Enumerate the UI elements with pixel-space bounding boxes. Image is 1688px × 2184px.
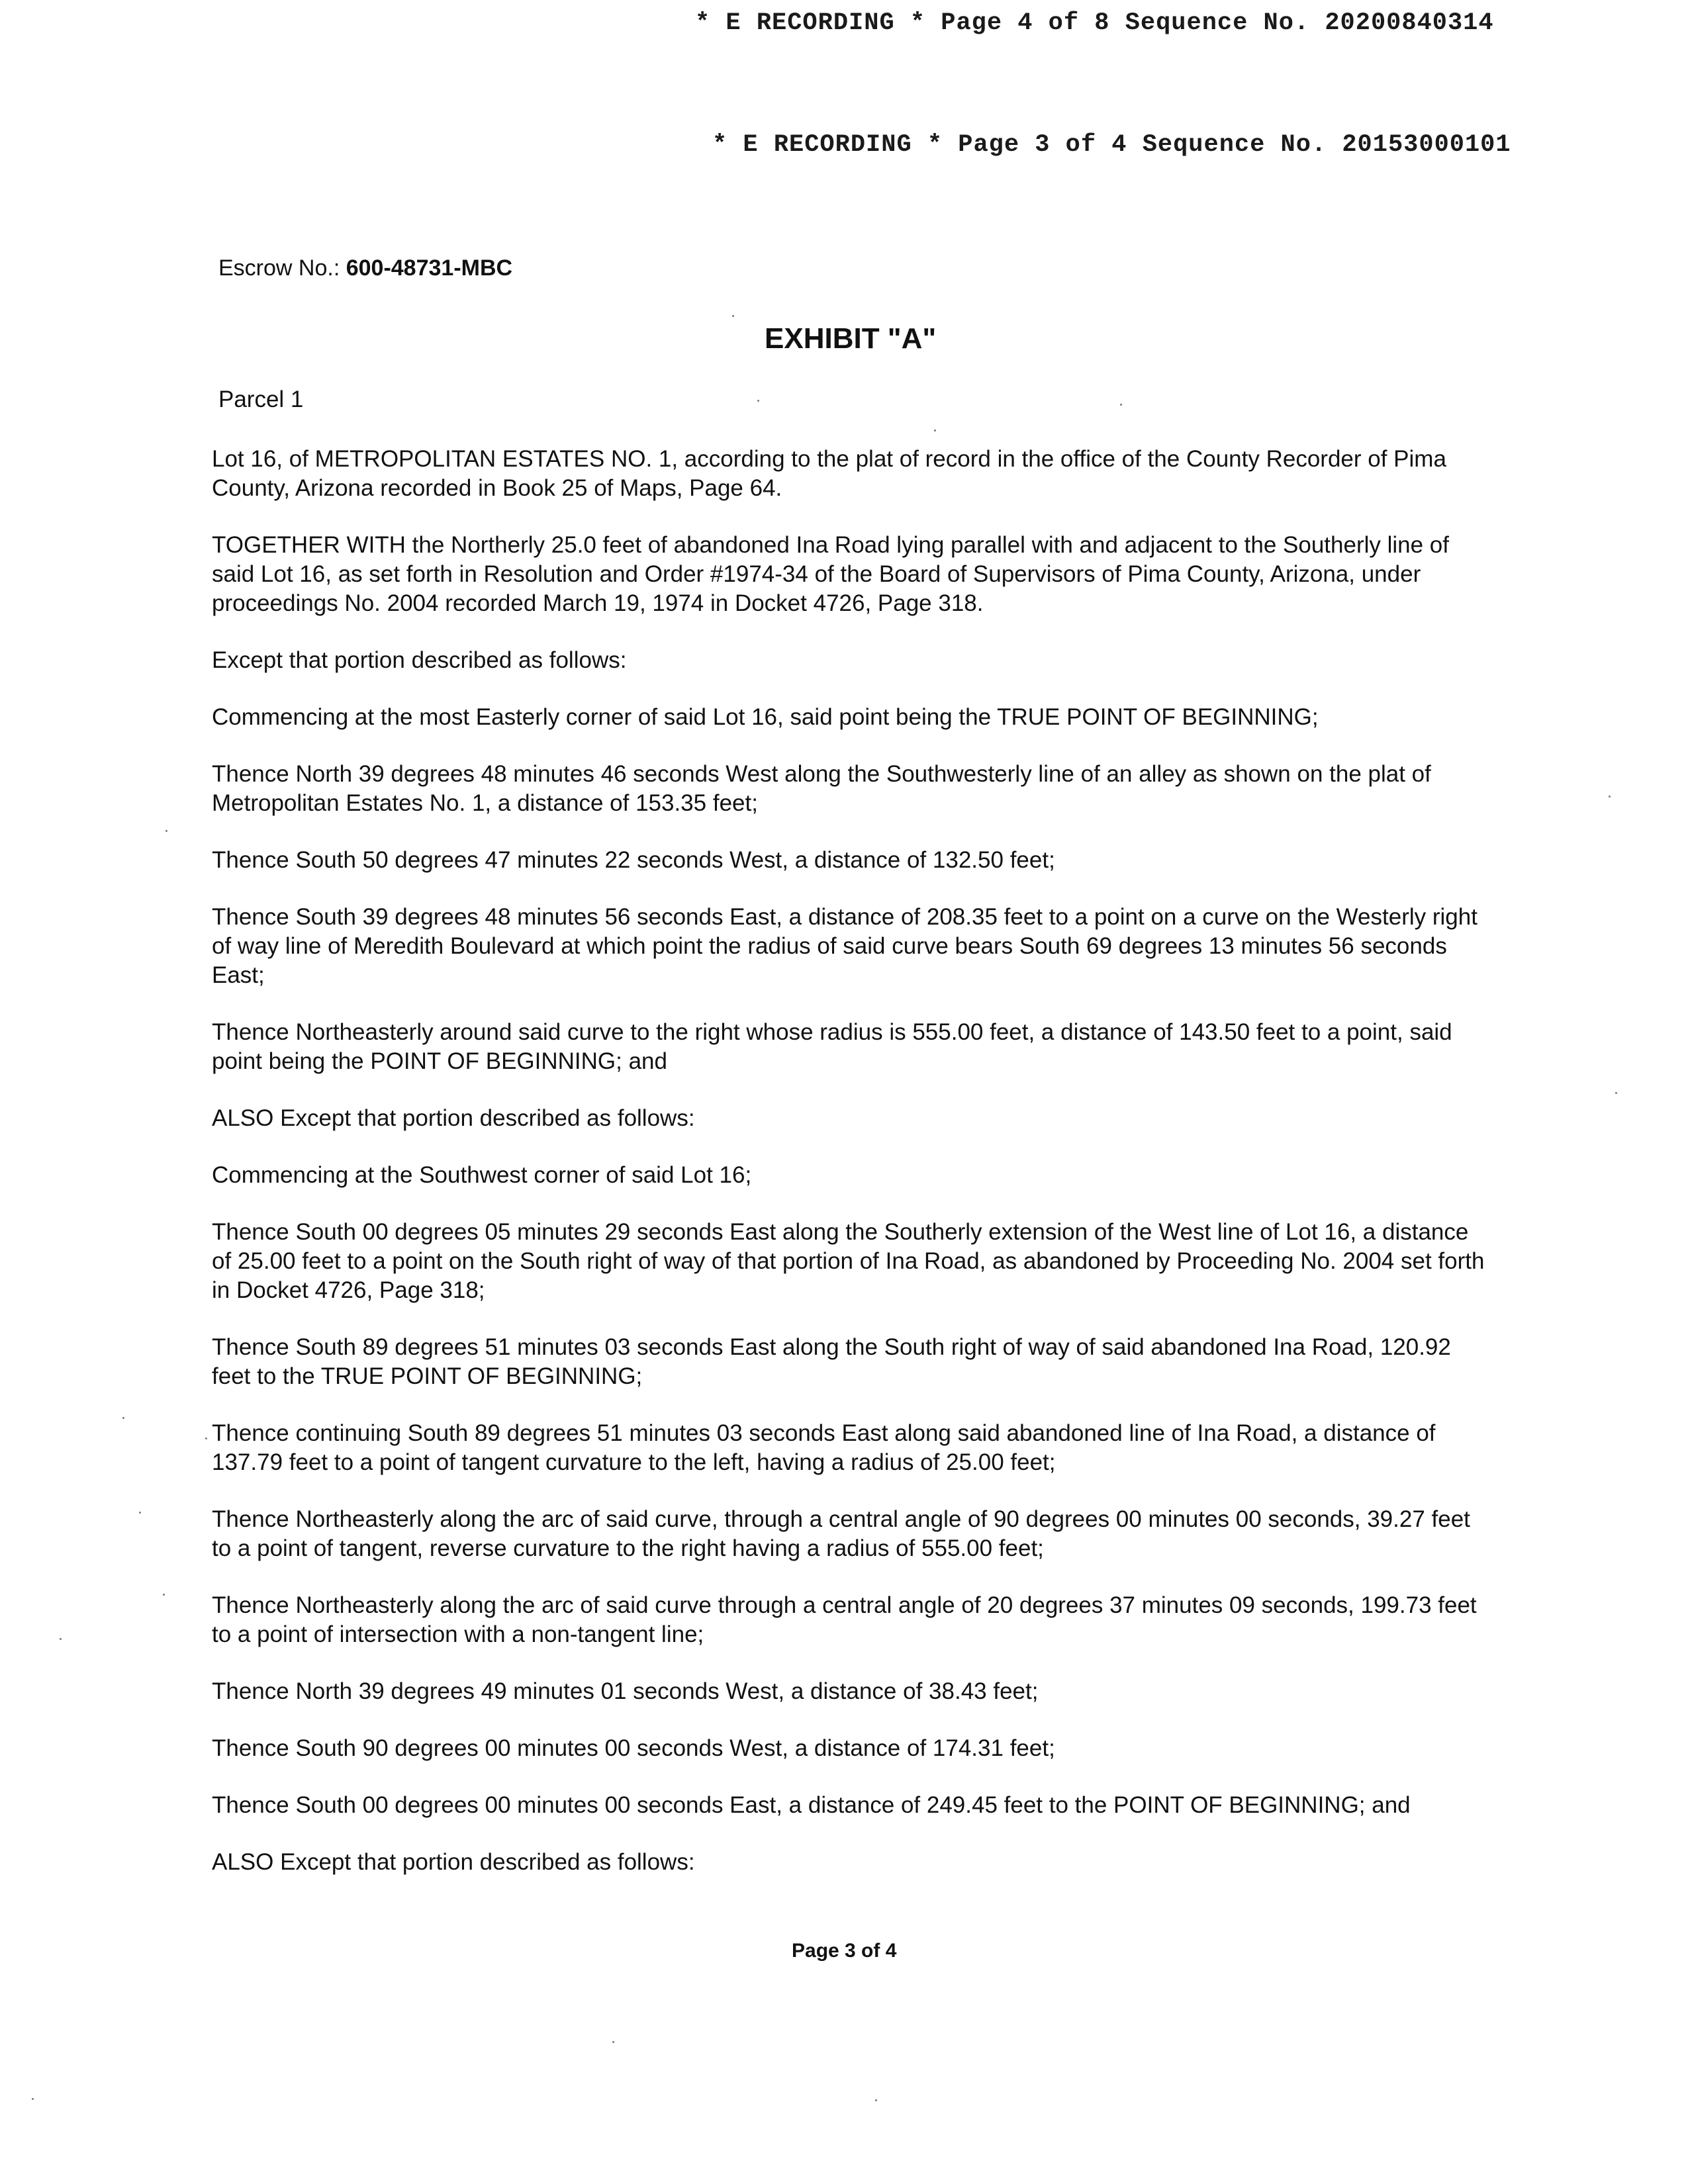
exhibit-title: EXHIBIT "A" <box>765 322 937 355</box>
paragraph: Thence Northeasterly around said curve to the right whose radius is 555.00 feet, a distance of 143.50 feet to a point, said point being the POINT OF BEGINNING; and <box>212 1019 1452 1074</box>
scan-speck <box>60 1638 62 1640</box>
paragraph: TOGETHER WITH the Northerly 25.0 feet of abandoned Ina Road lying parallel with and adjacent to the Southerly line of said Lot 16, as set forth in Resolution and Order #1974-34 of the Board of Supervisors of Pima County, Arizona, under proceedings No. 2004 recorded March 19, 1974 in Docket 4726, Page 318. <box>212 532 1449 616</box>
paragraph: Thence South 39 degrees 48 minutes 56 seconds East, a distance of 208.35 feet to a point on a curve on the Westerly right of way line of Meredith Boulevard at which point the radius of said curve bears South 69 degrees 13 minutes 56 seconds East; <box>212 904 1477 988</box>
paragraph: Thence Northeasterly along the arc of said curve, through a central angle of 90 degrees 00 minutes 00 seconds, 39.27 feet to a point of tangent, reverse curvature to the right having a radius of 555.00 feet; <box>212 1506 1470 1561</box>
paragraph: Thence South 50 degrees 47 minutes 22 seconds West, a distance of 132.50 feet; <box>212 847 1055 873</box>
scan-speck <box>1120 404 1122 406</box>
legal-description <box>212 445 1489 1905</box>
paragraph: Thence Northeasterly along the arc of said curve through a central angle of 20 degrees 37 minutes 09 seconds, 199.73 feet to a point of intersection with a non-tangent line; <box>212 1592 1477 1647</box>
paragraph: Thence South 89 degrees 51 minutes 03 seconds East along the South right of way of said abandoned Ina Road, 120.92 feet to the TRUE POINT OF BEGINNING; <box>212 1334 1451 1389</box>
escrow-number: 600-48731-MBC <box>346 255 513 281</box>
recording-stamp-second: * E RECORDING * Page 3 of 4 Sequence No. 20153000101 <box>712 131 1511 159</box>
recording-stamp-top: * E RECORDING * Page 4 of 8 Sequence No. 20200840314 <box>695 9 1494 37</box>
escrow-line <box>218 255 512 281</box>
scan-speck <box>122 1417 124 1419</box>
paragraph: ALSO Except that portion described as follows: <box>212 1105 695 1131</box>
paragraph: Thence North 39 degrees 49 minutes 01 seconds West, a distance of 38.43 feet; <box>212 1678 1039 1704</box>
paragraph: Thence continuing South 89 degrees 51 minutes 03 seconds East along said abandoned line of Ina Road, a distance of 137.79 feet to a point of tangent curvature to the left, having a radius of 25.00 feet; <box>212 1420 1436 1475</box>
paragraph: Lot 16, of METROPOLITAN ESTATES NO. 1, according to the plat of record in the office of the County Recorder of Pima County, Arizona recorded in Book 25 of Maps, Page 64. <box>212 446 1446 501</box>
page-footer: Page 3 of 4 <box>792 1940 897 1962</box>
scan-speck <box>139 1512 141 1514</box>
paragraph: ALSO Except that portion described as follows: <box>212 1849 695 1875</box>
scan-speck <box>1609 796 1611 797</box>
scan-speck <box>732 315 734 317</box>
paragraph: Thence North 39 degrees 48 minutes 46 seconds West along the Southwesterly line of an alley as shown on the plat of Metropolitan Estates No. 1, a distance of 153.35 feet; <box>212 761 1431 816</box>
scan-speck <box>875 2099 877 2101</box>
paragraph: Thence South 90 degrees 00 minutes 00 seconds West, a distance of 174.31 feet; <box>212 1735 1055 1761</box>
scan-speck <box>612 2041 614 2043</box>
paragraph: Except that portion described as follows: <box>212 647 627 673</box>
paragraph: Commencing at the Southwest corner of said Lot 16; <box>212 1162 752 1188</box>
scan-speck <box>163 1594 165 1596</box>
parcel-label: Parcel 1 <box>218 387 304 412</box>
scan-speck <box>934 430 936 432</box>
scan-speck <box>1615 1092 1617 1094</box>
paragraph: Thence South 00 degrees 05 minutes 29 seconds East along the Southerly extension of the West line of Lot 16, a distance of 25.00 feet to a point on the South right of way of that portion of Ina Road, as abandoned by Proceeding No. 2004 set forth in Docket 4726, Page 318; <box>212 1219 1485 1303</box>
scan-speck <box>32 2098 34 2100</box>
escrow-label: Escrow No.: <box>218 255 340 281</box>
paragraph: Commencing at the most Easterly corner of said Lot 16, said point being the TRUE POINT OF BEGINNING; <box>212 704 1319 730</box>
scan-speck <box>205 1437 207 1439</box>
paragraph: Thence South 00 degrees 00 minutes 00 seconds East, a distance of 249.45 feet to the POINT OF BEGINNING; and <box>212 1792 1411 1818</box>
scan-speck <box>165 830 167 832</box>
scan-speck <box>757 400 759 402</box>
